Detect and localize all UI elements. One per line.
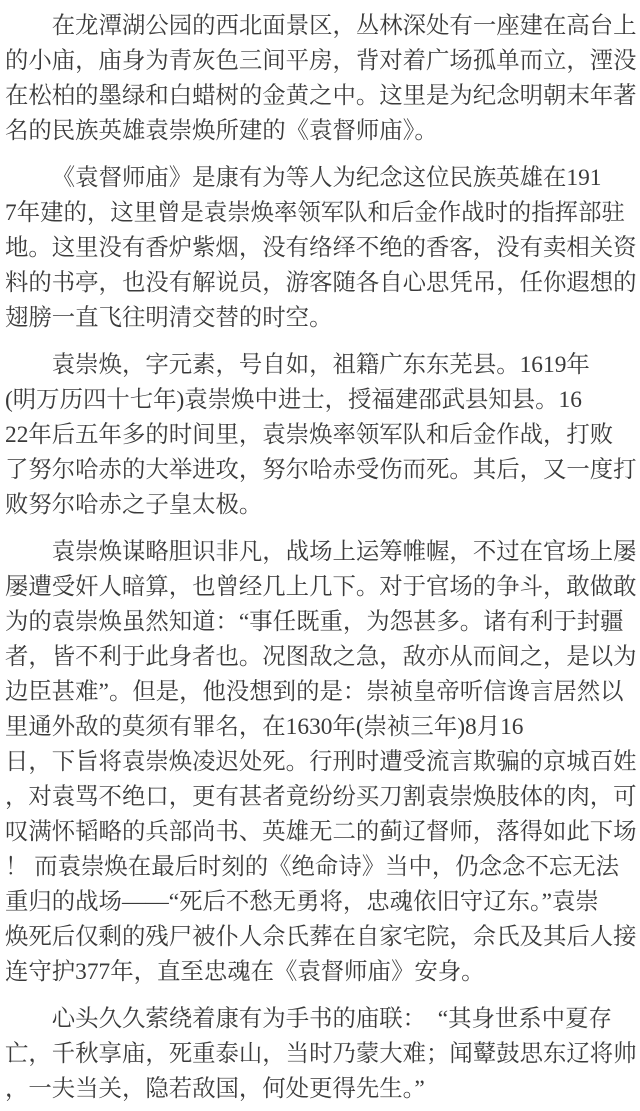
text-line: 袁崇焕谋略胆识非凡，战场上运筹帷幄，不过在官场上屡 (51, 539, 637, 565)
text-line: 袁崇焕，字元素，号自如，祖籍广东东芜县。1619年 (51, 352, 590, 378)
text-line: 重归的战场——“死后不愁无勇将，忠魂依旧守辽东。”袁崇 (5, 889, 599, 915)
text-line: 22年后五年多的时间里，袁崇焕率领军队和后金作战，打败 (5, 422, 614, 448)
text-line: 里通外敌的莫须有罪名，在1630年(崇祯三年)8月16 (5, 714, 524, 740)
text-line: 地。这里没有香炉紫烟，没有络绎不绝的香客，没有卖相关资 (5, 235, 637, 261)
text-line: 日，下旨将袁崇焕凌迟处死。行刑时遭受流言欺骗的京城百姓 (5, 749, 637, 775)
paragraph-1 (5, 9, 638, 149)
text-line: 亡，千秋享庙，死重泰山，当时乃蒙大难；闻鼙鼓思东辽将帅 (5, 1041, 637, 1067)
paragraph-4 (5, 535, 638, 990)
paragraph-2 (5, 161, 638, 336)
text-line: 心头久久萦绕着康有为手书的庙联： “其身世系中夏存 (51, 1006, 612, 1032)
text-line: 败努尔哈赤之子皇太极。 (5, 492, 263, 518)
text-line: 在龙潭湖公园的西北面景区，丛林深处有一座建在高台上 (51, 13, 637, 39)
text-line: 屡遭受奸人暗算，也曾经几上几下。对于官场的争斗，敢做敢 (5, 574, 637, 600)
text-line: ，一夫当关，隐若敌国，何处更得先生。” (5, 1076, 425, 1102)
document-body (5, 9, 638, 1107)
text-line: 叹满怀韬略的兵部尚书、英雄无二的蓟辽督师，落得如此下场 (5, 819, 637, 845)
text-line: 为的袁崇焕虽然知道：“事任既重，为怨甚多。诸有利于封疆 (5, 609, 624, 635)
text-line: 在松柏的墨绿和白蜡树的金黄之中。这里是为纪念明朝末年著 (5, 83, 637, 109)
paragraph-3 (5, 348, 638, 523)
text-line: 者，皆不利于此身者也。况图敌之急，敌亦从而间之，是以为 (5, 644, 637, 670)
text-line: 边臣甚难”。但是，他没想到的是：崇祯皇帝听信谗言居然以 (5, 679, 624, 705)
paragraph-5 (5, 1002, 638, 1107)
text-line: 了努尔哈赤的大举进攻，努尔哈赤受伤而死。其后，又一度打 (5, 457, 637, 483)
text-line: ！ 而袁崇焕在最后时刻的《绝命诗》当中，仍念念不忘无法 (5, 854, 620, 880)
text-line: 翅膀一直飞往明清交替的时空。 (5, 305, 333, 331)
text-line: 名的民族英雄袁崇焕所建的《袁督师庙》。 (5, 118, 438, 144)
text-line: (明万历四十七年)袁崇焕中进士，授福建邵武县知县。16 (5, 387, 582, 413)
text-line: 料的书亭，也没有解说员，游客随各自心思凭吊，任你遐想的 (5, 270, 637, 296)
text-line: 的小庙，庙身为青灰色三间平房，背对着广场孤单而立，湮没 (5, 48, 637, 74)
text-line: 7年建的，这里曾是袁崇焕率领军队和后金作战时的指挥部驻 (5, 200, 625, 226)
text-line: 焕死后仅剩的残尸被仆人佘氏葬在自家宅院，佘氏及其后人接 (5, 924, 637, 950)
text-line: 《袁督师庙》是康有为等人为纪念这位民族英雄在191 (51, 165, 602, 191)
text-line: 连守护377年，直至忠魂在《袁督师庙》安身。 (5, 959, 485, 985)
text-line: ，对袁骂不绝口，更有甚者竟纷纷买刀割袁崇焕肢体的肉，可 (5, 784, 637, 810)
